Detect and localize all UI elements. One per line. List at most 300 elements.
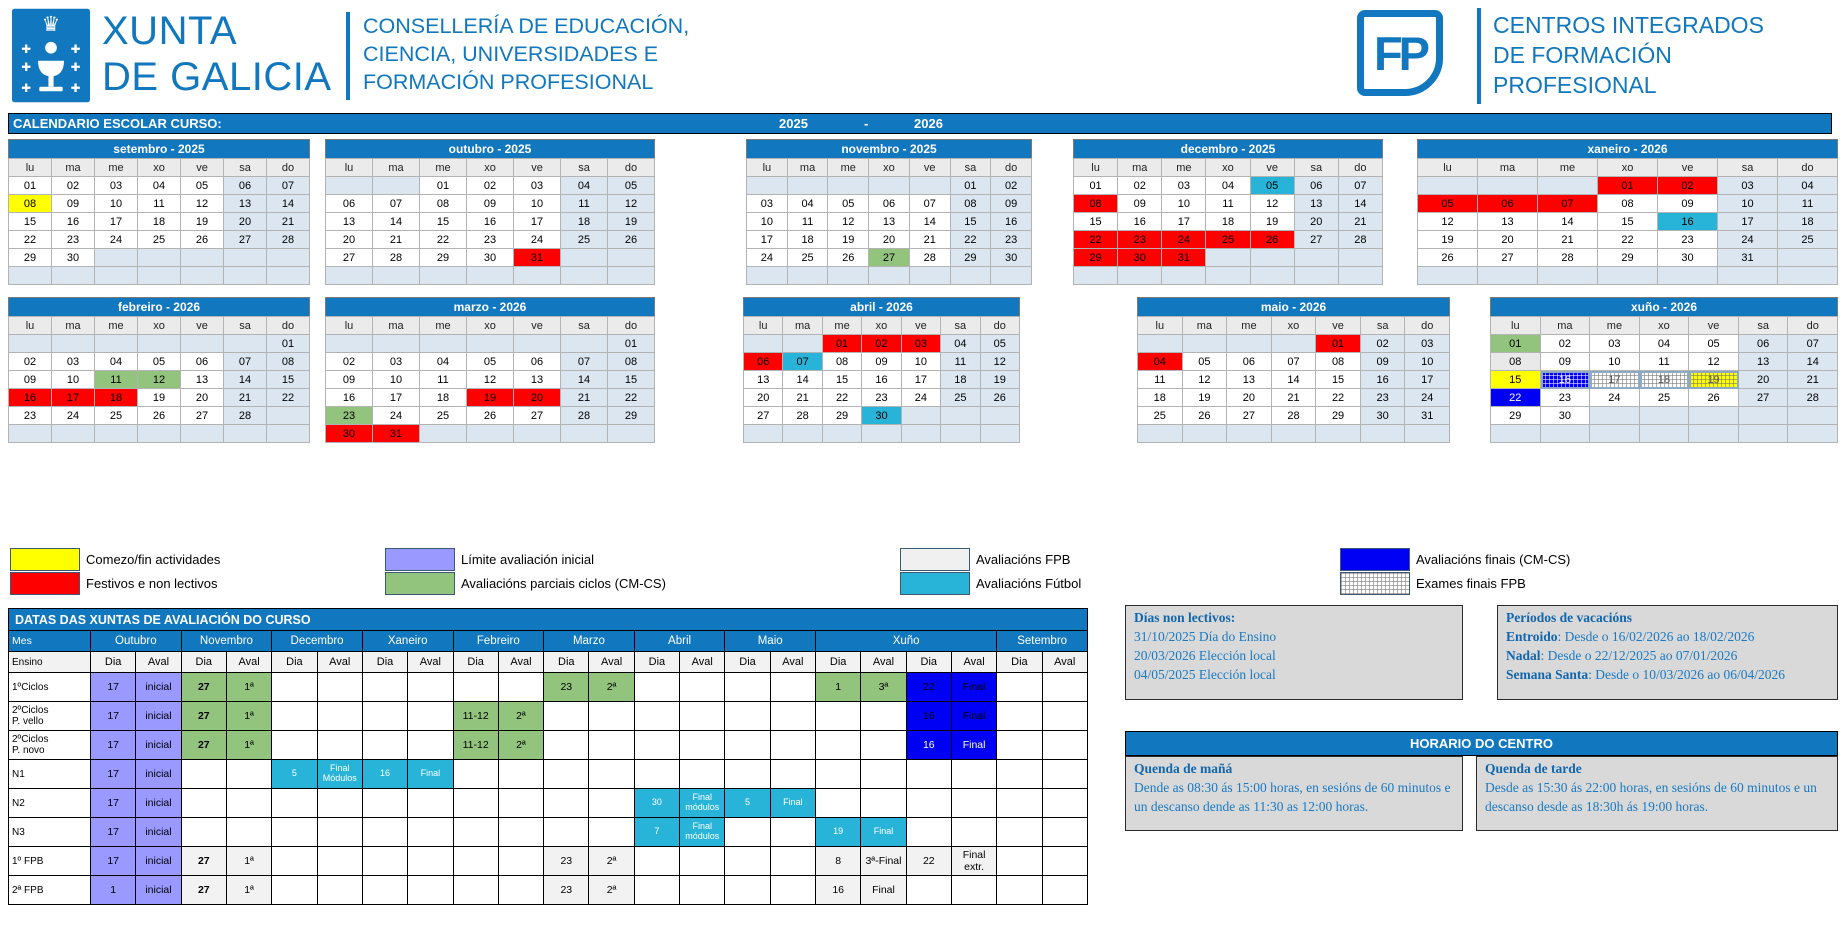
day-cell: 21 (1339, 213, 1383, 231)
day-cell (514, 335, 561, 353)
conselleria-title (363, 12, 689, 96)
day-cell: 04 (1778, 177, 1838, 195)
day-cell: 04 (1640, 335, 1690, 353)
dias-non-lectivos-box (1125, 605, 1463, 700)
day-cell (1339, 249, 1383, 267)
aval-cell: 23 (544, 876, 589, 905)
day-cell: 07 (224, 353, 267, 371)
aval-cell (1042, 847, 1087, 876)
weekday-header: me (95, 317, 138, 335)
aval-cell (408, 876, 453, 905)
periodo-dates: : Desde o 22/12/2025 ao 07/01/2026 (1540, 647, 1738, 663)
aval-cell (770, 731, 815, 760)
calendar-grid (746, 158, 1032, 285)
weekday-header: ve (1316, 317, 1361, 335)
day-cell (1739, 407, 1789, 425)
calendar-month-title: abril - 2026 (743, 297, 1020, 316)
aval-cell: 16 (906, 702, 951, 731)
aval-cell: 3ª (861, 673, 906, 702)
xunta-line2: DE GALICIA (102, 55, 332, 99)
month-group-header: Xaneiro (362, 631, 453, 652)
periodo-label: Semana Santa (1506, 666, 1589, 682)
day-cell: 21 (1538, 231, 1598, 249)
day-cell (181, 335, 224, 353)
legend-item (385, 571, 666, 595)
aval-cell (725, 847, 770, 876)
aval-cell (498, 876, 543, 905)
day-cell: 14 (1538, 213, 1598, 231)
day-cell (1788, 407, 1838, 425)
aval-cell (408, 702, 453, 731)
day-cell (1788, 425, 1838, 443)
weekday-header: sa (1739, 317, 1789, 335)
day-cell: 09 (326, 371, 373, 389)
weekday-header: ve (910, 159, 951, 177)
month-group-header: Abril (634, 631, 725, 652)
calendar-row-2 (0, 297, 1840, 449)
day-cell: 16 (1541, 371, 1591, 389)
day-cell: 03 (902, 335, 941, 353)
day-cell (941, 425, 980, 443)
day-cell (1295, 267, 1339, 285)
day-cell (1491, 425, 1541, 443)
svg-text:♛: ♛ (41, 12, 61, 36)
legend-group (385, 547, 666, 595)
aval-cell: 1ª (226, 673, 271, 702)
day-cell (373, 177, 420, 195)
day-cell: 25 (941, 389, 980, 407)
day-cell: 11 (1778, 195, 1838, 213)
calendar-month-title: decembro - 2025 (1073, 139, 1383, 158)
day-cell: 31 (1718, 249, 1778, 267)
day-cell: 04 (941, 335, 980, 353)
day-cell (1590, 407, 1640, 425)
day-cell: 26 (1183, 407, 1228, 425)
day-cell (747, 267, 788, 285)
aval-cell: 17 (91, 818, 136, 847)
day-cell: 03 (747, 195, 788, 213)
day-cell: 07 (910, 195, 951, 213)
aval-cell (725, 702, 770, 731)
day-cell: 27 (869, 249, 910, 267)
quenda-mana-box (1125, 756, 1463, 831)
conselleria-line: CONSELLERÍA DE EDUCACIÓN, (363, 14, 690, 38)
aval-cell (680, 847, 725, 876)
weekday-header: ma (788, 159, 829, 177)
dias-line: 20/03/2026 Elección local (1134, 647, 1276, 663)
aval-cell: 17 (91, 702, 136, 731)
aval-cell: 5 (272, 760, 317, 789)
periodos-title: Períodos de vacacións (1506, 610, 1632, 625)
day-cell: 18 (561, 213, 608, 231)
day-cell: 21 (910, 231, 951, 249)
aval-cell: 2ª (589, 673, 634, 702)
weekday-header: xo (1272, 317, 1317, 335)
day-cell (828, 267, 869, 285)
dias-non-lectivos-title: Días non lectivos: (1134, 610, 1236, 625)
month-group-header: Xuño (816, 631, 997, 652)
weekday-header: me (420, 159, 467, 177)
avaliacion-table (8, 630, 1088, 905)
aval-cell (1042, 760, 1087, 789)
legend-label: Festivos e non lectivos (86, 575, 218, 591)
legend-group (900, 547, 1081, 595)
aval-row (9, 760, 1088, 789)
weekday-header: ve (902, 317, 941, 335)
weekday-header: xo (869, 159, 910, 177)
day-cell: 14 (373, 213, 420, 231)
aval-cell: 1ª (226, 847, 271, 876)
aval-cell (408, 818, 453, 847)
day-cell (788, 267, 829, 285)
ensino-corner: Ensino (9, 652, 91, 673)
aval-cell (951, 876, 996, 905)
aval-cell (770, 847, 815, 876)
day-cell: 30 (467, 249, 514, 267)
avaliacion-table-host (8, 630, 1088, 905)
row-label-line: 2ºCiclos (12, 705, 49, 716)
sub-header: Dia (181, 652, 226, 673)
weekday-header: do (1788, 317, 1838, 335)
periodo-dates: : Desde o 16/02/2026 ao 18/02/2026 (1557, 628, 1755, 644)
legend-item (900, 547, 1081, 571)
aval-cell (634, 731, 679, 760)
day-cell (326, 335, 373, 353)
row-label (9, 673, 91, 702)
day-cell: 19 (1251, 213, 1295, 231)
periodo-line (1506, 666, 1829, 685)
aval-cell (272, 731, 317, 760)
day-cell: 30 (1361, 407, 1406, 425)
day-cell: 02 (862, 335, 901, 353)
aval-cell: Final (951, 731, 996, 760)
aval-cell (453, 789, 498, 818)
calendar-xuno-2026 (1490, 297, 1838, 443)
day-cell: 24 (373, 407, 420, 425)
day-cell (138, 335, 181, 353)
aval-cell (634, 673, 679, 702)
sub-header: Dia (906, 652, 951, 673)
day-cell (95, 335, 138, 353)
day-cell (224, 335, 267, 353)
day-cell (902, 407, 941, 425)
day-cell: 17 (1718, 213, 1778, 231)
aval-cell (951, 789, 996, 818)
day-cell: 27 (326, 249, 373, 267)
calendar-grid (1417, 158, 1838, 285)
day-cell: 19 (1689, 371, 1739, 389)
calendar-month-title: marzo - 2026 (325, 297, 655, 316)
aval-cell (544, 818, 589, 847)
month-group-header: Setembro (997, 631, 1088, 652)
day-cell: 24 (747, 249, 788, 267)
weekday-header: sa (1718, 159, 1778, 177)
day-cell: 13 (869, 213, 910, 231)
aval-cell: inicial (136, 760, 181, 789)
weekday-header: do (267, 159, 310, 177)
aval-cell: 22 (906, 673, 951, 702)
aval-cell (816, 702, 861, 731)
day-cell (1361, 425, 1406, 443)
day-cell: 11 (561, 195, 608, 213)
calendar-grid (8, 158, 310, 285)
legend-label: Avaliacións parciais ciclos (CM-CS) (461, 575, 666, 591)
day-cell: 18 (941, 371, 980, 389)
month-group-header: Novembro (181, 631, 272, 652)
weekday-header: xo (138, 159, 181, 177)
calendar-month-title: febreiro - 2026 (8, 297, 310, 316)
calendar-month-title: maio - 2026 (1137, 297, 1450, 316)
day-cell (224, 249, 267, 267)
aval-cell (725, 818, 770, 847)
aval-cell (408, 847, 453, 876)
aval-row (9, 818, 1088, 847)
day-cell (52, 267, 95, 285)
day-cell: 19 (981, 371, 1020, 389)
svg-text:✚: ✚ (21, 42, 32, 56)
calendar-month-title: xaneiro - 2026 (1417, 139, 1838, 158)
day-cell (267, 425, 310, 443)
aval-cell (1042, 702, 1087, 731)
day-cell: 18 (1778, 213, 1838, 231)
day-cell: 14 (267, 195, 310, 213)
quenda-tarde-box (1476, 756, 1838, 831)
legend-label: Comezo/fin actividades (86, 551, 221, 567)
aval-cell: 2ª (498, 731, 543, 760)
conselleria-line: CIENCIA, UNIVERSIDADES E (363, 42, 659, 66)
day-cell: 04 (95, 353, 138, 371)
day-cell: 13 (1227, 371, 1272, 389)
day-cell (561, 267, 608, 285)
aval-cell (906, 760, 951, 789)
day-cell: 19 (181, 213, 224, 231)
aval-cell (544, 789, 589, 818)
day-cell: 02 (1541, 335, 1591, 353)
day-cell: 15 (1598, 213, 1658, 231)
day-cell: 20 (514, 389, 561, 407)
day-cell (52, 335, 95, 353)
calendar-grid (325, 316, 655, 443)
aval-cell: 27 (181, 876, 226, 905)
calendar-grid (743, 316, 1020, 443)
day-cell: 28 (910, 249, 951, 267)
day-cell: 24 (1162, 231, 1206, 249)
aval-cell (770, 673, 815, 702)
legend-item (10, 571, 220, 595)
aval-cell (634, 760, 679, 789)
day-cell (1478, 177, 1538, 195)
aval-cell: 2ª (498, 702, 543, 731)
day-cell (9, 425, 52, 443)
day-cell (823, 425, 862, 443)
title-bar-label: CALENDARIO ESCOLAR CURSO: (13, 116, 222, 131)
month-group-header: Febreiro (453, 631, 544, 652)
weekday-header: ma (1183, 317, 1228, 335)
day-cell: 02 (1118, 177, 1162, 195)
aval-cell: 1ª (226, 731, 271, 760)
day-cell: 30 (326, 425, 373, 443)
day-cell: 05 (1183, 353, 1228, 371)
day-cell (862, 425, 901, 443)
day-cell: 16 (1658, 213, 1718, 231)
aval-cell (272, 847, 317, 876)
day-cell: 14 (1339, 195, 1383, 213)
day-cell (1138, 425, 1183, 443)
aval-cell (861, 702, 906, 731)
yellow-swatch (10, 548, 80, 571)
legend-label: Exames finais FPB (1416, 575, 1526, 591)
aval-cell (272, 818, 317, 847)
aval-cell: inicial (136, 702, 181, 731)
day-cell (1778, 267, 1838, 285)
aval-row (9, 702, 1088, 731)
legend-item (1340, 547, 1570, 571)
weekday-header: ve (1689, 317, 1739, 335)
weekday-header: do (981, 317, 1020, 335)
day-cell: 23 (1118, 231, 1162, 249)
day-cell: 27 (1739, 389, 1789, 407)
day-cell: 13 (744, 371, 783, 389)
aval-cell (317, 847, 362, 876)
blue-swatch (1340, 548, 1410, 571)
day-cell: 05 (981, 335, 1020, 353)
day-cell (744, 335, 783, 353)
day-cell: 12 (1251, 195, 1295, 213)
aval-cell: 5 (725, 789, 770, 818)
aval-cell (453, 818, 498, 847)
aval-cell (861, 731, 906, 760)
aval-cell (861, 789, 906, 818)
centros-line: CENTROS INTEGRADOS (1493, 12, 1764, 38)
periodo-label: Nadal (1506, 647, 1541, 663)
day-cell (267, 267, 310, 285)
day-cell: 16 (991, 213, 1032, 231)
weekday-header: sa (1361, 317, 1406, 335)
day-cell: 26 (828, 249, 869, 267)
aval-cell: 1 (816, 673, 861, 702)
weekday-header: do (608, 159, 655, 177)
day-cell: 26 (467, 407, 514, 425)
aval-cell (362, 789, 407, 818)
day-cell: 12 (1418, 213, 1478, 231)
day-cell: 12 (1689, 353, 1739, 371)
day-cell: 21 (783, 389, 822, 407)
weekday-header: lu (326, 317, 373, 335)
day-cell: 22 (1316, 389, 1361, 407)
day-cell: 05 (1418, 195, 1478, 213)
day-cell: 22 (9, 231, 52, 249)
calendar-month-title: setembro - 2025 (8, 139, 310, 158)
day-cell: 28 (1339, 231, 1383, 249)
aval-cell (634, 876, 679, 905)
day-cell (181, 267, 224, 285)
day-cell: 28 (1538, 249, 1598, 267)
day-cell: 01 (267, 335, 310, 353)
day-cell (1138, 335, 1183, 353)
day-cell (1206, 249, 1250, 267)
weekday-header: me (1162, 159, 1206, 177)
day-cell (138, 425, 181, 443)
aval-cell (226, 789, 271, 818)
legend-label: Límite avaliación inicial (461, 551, 594, 567)
aval-cell (317, 731, 362, 760)
aval-cell (997, 847, 1042, 876)
fp-logo (1357, 10, 1443, 96)
day-cell: 04 (1138, 353, 1183, 371)
day-cell: 27 (1227, 407, 1272, 425)
sub-header: Dia (272, 652, 317, 673)
day-cell: 26 (981, 389, 1020, 407)
day-cell: 09 (991, 195, 1032, 213)
day-cell: 30 (862, 407, 901, 425)
day-cell: 06 (1295, 177, 1339, 195)
day-cell: 23 (862, 389, 901, 407)
day-cell (1478, 267, 1538, 285)
aval-cell: 17 (91, 673, 136, 702)
lav-swatch (385, 548, 455, 571)
day-cell (1538, 177, 1598, 195)
month-group-header: Maio (725, 631, 816, 652)
weekday-header: do (608, 317, 655, 335)
aval-cell (951, 760, 996, 789)
day-cell: 03 (1405, 335, 1450, 353)
day-cell: 15 (267, 371, 310, 389)
day-cell (869, 177, 910, 195)
day-cell: 14 (1272, 371, 1317, 389)
aval-cell (816, 760, 861, 789)
legend-label: Avaliacións Fútbol (976, 575, 1082, 591)
day-cell (467, 267, 514, 285)
masthead (0, 0, 1840, 110)
aval-cell: 27 (181, 702, 226, 731)
weekday-header: ve (514, 317, 561, 335)
day-cell: 14 (1788, 353, 1838, 371)
horario-header: HORARIO DO CENTRO (1125, 731, 1838, 756)
calendar-title-bar (8, 113, 1832, 134)
avaliacion-table-title: DATAS DAS XUNTAS DE AVALIACIÓN DO CURSO (8, 608, 1088, 630)
month-group-header: Decembro (272, 631, 363, 652)
aval-cell (680, 760, 725, 789)
day-cell: 10 (95, 195, 138, 213)
day-cell: 01 (951, 177, 992, 195)
aval-cell: 16 (906, 731, 951, 760)
weekday-header: sa (561, 159, 608, 177)
row-label (9, 876, 91, 905)
aval-cell (181, 789, 226, 818)
day-cell: 17 (52, 389, 95, 407)
sub-header: Aval (136, 652, 181, 673)
aval-cell (997, 789, 1042, 818)
day-cell: 25 (95, 407, 138, 425)
aval-cell (680, 702, 725, 731)
day-cell: 01 (1316, 335, 1361, 353)
weekday-header: ma (52, 159, 95, 177)
aval-row (9, 731, 1088, 760)
day-cell: 14 (561, 371, 608, 389)
day-cell (910, 177, 951, 195)
aval-cell: 23 (544, 847, 589, 876)
aval-cell (589, 818, 634, 847)
aval-cell (362, 876, 407, 905)
row-label (9, 847, 91, 876)
day-cell: 12 (467, 371, 514, 389)
day-cell: 05 (138, 353, 181, 371)
day-cell (561, 425, 608, 443)
aval-cell (589, 789, 634, 818)
day-cell: 02 (1361, 335, 1406, 353)
aval-cell (589, 731, 634, 760)
day-cell: 01 (420, 177, 467, 195)
